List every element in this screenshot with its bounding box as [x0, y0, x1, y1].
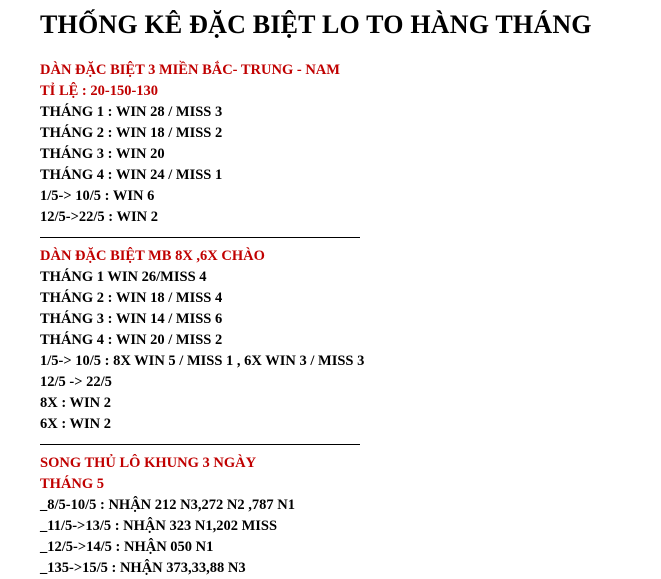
stat-line: THÁNG 1 : WIN 28 / MISS 3 — [40, 104, 223, 120]
section-heading: SONG THỦ LÔ KHUNG 3 NGÀY — [40, 455, 257, 471]
section-subheading: TỈ LỆ : 20-150-130 — [40, 83, 159, 99]
section-subheading: THÁNG 5 — [40, 476, 105, 492]
stat-line: _135->15/5 : NHẬN 373,33,88 N3 — [40, 560, 246, 576]
stat-line: THÁNG 2 : WIN 18 / MISS 4 — [40, 290, 223, 306]
stat-line: _11/5->13/5 : NHẬN 323 N1,202 MISS — [40, 518, 278, 534]
stat-line: THÁNG 1 WIN 26/MISS 4 — [40, 269, 207, 285]
section-divider — [40, 444, 360, 445]
stat-line: 12/5 -> 22/5 — [40, 374, 112, 390]
stat-line: THÁNG 2 : WIN 18 / MISS 2 — [40, 125, 223, 141]
section-song-thu-lo — [40, 453, 651, 579]
section-divider — [40, 237, 360, 238]
stat-line: 1/5-> 10/5 : 8X WIN 5 / MISS 1 , 6X WIN 3 / MISS 3 — [40, 353, 365, 369]
stat-line: THÁNG 3 : WIN 14 / MISS 6 — [40, 311, 223, 327]
stat-line: THÁNG 4 : WIN 24 / MISS 1 — [40, 167, 223, 183]
section-dan-dac-biet-3-mien — [40, 60, 651, 228]
section-heading: DÀN ĐẶC BIỆT 3 MIỀN BẮC- TRUNG - NAM — [40, 62, 340, 78]
stat-line: 8X : WIN 2 — [40, 395, 112, 411]
stat-line: THÁNG 3 : WIN 20 — [40, 146, 165, 162]
stat-line: 6X : WIN 2 — [40, 416, 112, 432]
stat-line: _8/5-10/5 : NHẬN 212 N3,272 N2 ,787 N1 — [40, 497, 295, 513]
stat-line: 1/5-> 10/5 : WIN 6 — [40, 188, 155, 204]
stat-line: 12/5->22/5 : WIN 2 — [40, 209, 158, 225]
stat-line: THÁNG 4 : WIN 20 / MISS 2 — [40, 332, 223, 348]
section-heading: DÀN ĐẶC BIỆT MB 8X ,6X CHÀO — [40, 248, 265, 264]
stat-line: _12/5->14/5 : NHẬN 050 N1 — [40, 539, 214, 555]
page-title: THỐNG KÊ ĐẶC BIỆT LO TO HÀNG THÁNG — [40, 10, 592, 39]
section-dan-dac-biet-mb — [40, 246, 651, 435]
